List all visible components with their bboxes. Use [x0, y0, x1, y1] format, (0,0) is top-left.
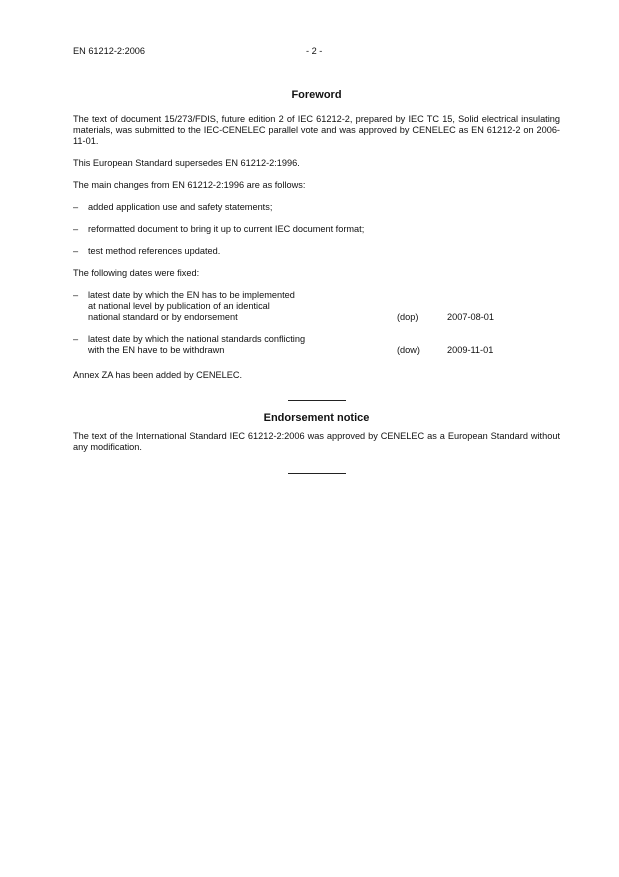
change-item [73, 246, 560, 257]
change-text: test method references updated. [88, 246, 221, 256]
page-number: - 2 - [306, 46, 323, 56]
section-divider [288, 400, 346, 401]
date-entry-dop [73, 290, 560, 323]
date-entry-line: latest date by which the national standards conflicting [88, 334, 306, 344]
date-value: 2007-08-01 [447, 312, 494, 322]
endorsement-title: Endorsement notice [263, 412, 370, 424]
dates-intro: The following dates were fixed: [73, 268, 200, 278]
dash-marker: – [73, 290, 79, 300]
date-entry-text [88, 290, 388, 323]
date-value: 2009-11-01 [447, 345, 494, 355]
document-id: EN 61212-2:2006 [73, 46, 146, 56]
date-entry-line: latest date by which the EN has to be implemented [88, 290, 295, 300]
date-entry-text [88, 334, 388, 356]
change-item [73, 202, 560, 213]
dash-marker: – [73, 246, 79, 256]
dash-marker: – [73, 202, 79, 212]
change-text: added application use and safety statements; [88, 202, 273, 212]
foreword-paragraph-2: This European Standard supersedes EN 61212-2:1996. [73, 158, 300, 168]
date-entry-dow [73, 334, 560, 356]
change-item [73, 224, 560, 235]
date-abbreviation: (dop) [397, 312, 419, 322]
date-abbreviation: (dow) [397, 345, 420, 355]
foreword-paragraph-3: The main changes from EN 61212-2:1996 are as follows: [73, 180, 306, 190]
end-divider [288, 473, 346, 474]
date-entry-line: at national level by publication of an identical [88, 301, 270, 311]
foreword-title: Foreword [291, 89, 342, 101]
endorsement-text: The text of the International Standard IEC 61212-2:2006 was approved by CENELEC as a European Standard without any modification. [73, 431, 560, 452]
dash-marker: – [73, 334, 79, 344]
page-content [73, 88, 560, 474]
change-text: reformatted document to bring it up to current IEC document format; [88, 224, 365, 234]
foreword-paragraph-1: The text of document 15/273/FDIS, future edition 2 of IEC 61212-2, prepared by IEC TC 15, Solid electrical insulating materials, was submitted to the IEC-CENELEC parallel vote and was approved by CENELEC as EN 61212-2 on 2006-11-01. [73, 114, 560, 146]
date-entry-line: national standard or by endorsement [88, 312, 238, 322]
date-entry-line: with the EN have to be withdrawn [88, 345, 225, 355]
annex-note: Annex ZA has been added by CENELEC. [73, 370, 243, 380]
dash-marker: – [73, 224, 79, 234]
